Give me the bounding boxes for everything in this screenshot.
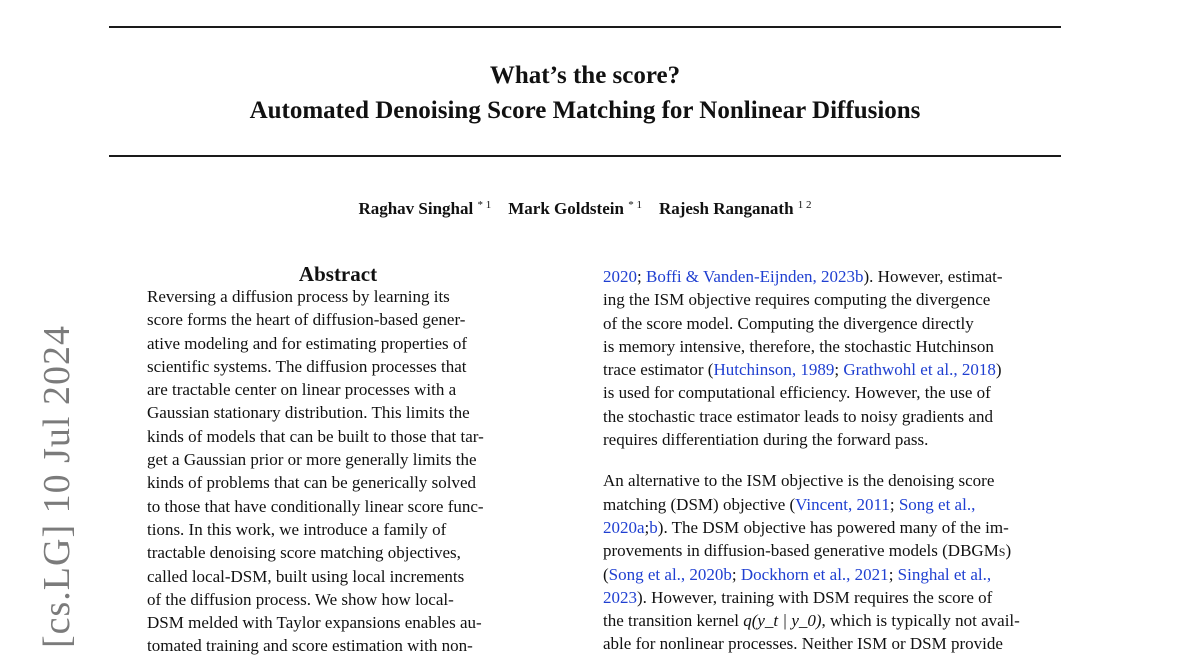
text-line: the transition kernel q(y_t | y_0), which is typically not avail- bbox=[603, 611, 1020, 631]
text-line: the stochastic trace estimator leads to noisy gradients and bbox=[603, 406, 993, 426]
text-line: ing the ISM objective requires computing the divergence bbox=[603, 290, 991, 310]
abstract-line: Gaussian stationary distribution. This limits the bbox=[147, 403, 470, 423]
abstract-line: of the diffusion process. We show how local- bbox=[147, 589, 454, 609]
author-name: Rajesh Ranganath bbox=[658, 199, 794, 218]
text-line: requires differentiation during the forward pass. bbox=[603, 430, 929, 450]
abstract-line: to those that have conditionally linear score func- bbox=[147, 496, 484, 516]
citation-link[interactable]: b bbox=[649, 517, 658, 537]
abstract-line: ative modeling and for estimating properties of bbox=[147, 333, 468, 353]
citation-link[interactable]: Singhal et al., bbox=[897, 564, 992, 584]
abstract-line: tomated training and score estimation with non- bbox=[147, 636, 473, 656]
author-list bbox=[109, 199, 1061, 219]
text-line: able for nonlinear processes. Neither ISM or DSM provide bbox=[603, 634, 1003, 654]
text-line: trace estimator (Hutchinson, 1989; Grathwohl et al., 2018) bbox=[603, 360, 1002, 380]
abstract-line: tions. In this work, we introduce a family of bbox=[147, 519, 447, 539]
paper-title-line-1: What’s the score? bbox=[489, 62, 681, 89]
citation-link[interactable]: Boffi & Vanden-Eijnden, 2023b bbox=[645, 267, 864, 286]
arxiv-sidebar-stamp: [cs.LG] 10 Jul 2024 bbox=[36, 325, 78, 648]
text-line: 2020a;b). The DSM objective has powered many of the im- bbox=[603, 517, 1009, 537]
math-expression: q(y_t | y_0) bbox=[743, 611, 822, 631]
author-affiliation-marks: * 1 bbox=[628, 199, 642, 211]
citation-link[interactable]: 2020a bbox=[603, 517, 645, 537]
abstract-line: kinds of models that can be built to those that tar- bbox=[147, 426, 484, 446]
author-name: Raghav Singhal bbox=[358, 199, 474, 218]
citation-link[interactable]: Song et al., bbox=[898, 494, 976, 514]
text-line: is memory intensive, therefore, the stochastic Hutchinson bbox=[603, 336, 994, 356]
citation-link[interactable]: Vincent, 2011 bbox=[795, 494, 890, 514]
abstract-line: are tractable center on linear processes with a bbox=[147, 380, 457, 400]
text-line: is used for computational efficiency. However, the use of bbox=[603, 383, 991, 403]
abstract-line: kinds of problems that can be generically solved bbox=[147, 473, 477, 493]
abstract-line: get a Gaussian prior or more generally limits the bbox=[147, 450, 477, 470]
citation-link[interactable]: Grathwohl et al., 2018 bbox=[843, 360, 996, 380]
author-affiliation-marks: 1 2 bbox=[797, 199, 812, 211]
citation-link[interactable]: Song et al., 2020b bbox=[608, 564, 732, 584]
citation-link[interactable]: Dockhorn et al., 2021 bbox=[740, 564, 889, 584]
abstract-line: tractable denoising score matching objectives, bbox=[147, 543, 461, 563]
citation-link[interactable]: 2020 bbox=[603, 267, 637, 286]
citation-link[interactable]: 2023 bbox=[603, 587, 637, 607]
abstract-line: Reversing a diffusion process by learning its bbox=[147, 287, 450, 306]
text-line: (Song et al., 2020b; Dockhorn et al., 2021; Singhal et al., bbox=[603, 564, 992, 584]
abstract-line: called local-DSM, built using local increments bbox=[147, 566, 465, 586]
text-line: of the score model. Computing the divergence directly bbox=[603, 313, 974, 333]
top-rule bbox=[109, 26, 1061, 28]
abstract-line: scientific systems. The diffusion processes that bbox=[147, 356, 467, 376]
text-line: matching (DSM) objective (Vincent, 2011; Song et al., bbox=[603, 494, 976, 514]
text-line: An alternative to the ISM objective is the denoising score bbox=[603, 471, 995, 491]
citation-link[interactable]: Hutchinson, 1989 bbox=[713, 360, 835, 380]
author-affiliation-marks: * 1 bbox=[477, 199, 492, 211]
abstract-body bbox=[147, 285, 529, 658]
text-line: 2020; Boffi & Vanden-Eijnden, 2023b). However, estimat- bbox=[603, 267, 1003, 286]
text-line: 2023). However, training with DSM requires the score of bbox=[603, 587, 993, 607]
abstract-line: DSM melded with Taylor expansions enables au- bbox=[147, 613, 482, 633]
abstract-line: score forms the heart of diffusion-based gener- bbox=[147, 310, 466, 330]
abstract-heading: Abstract bbox=[298, 262, 378, 286]
text-line: provements in diffusion-based generative models (DBGMs) bbox=[603, 541, 1012, 561]
bottom-rule bbox=[109, 155, 1061, 157]
right-column bbox=[603, 265, 1062, 656]
paper-title-line-2: Automated Denoising Score Matching for Nonlinear Diffusions bbox=[249, 97, 921, 124]
author-name: Mark Goldstein bbox=[508, 199, 624, 218]
